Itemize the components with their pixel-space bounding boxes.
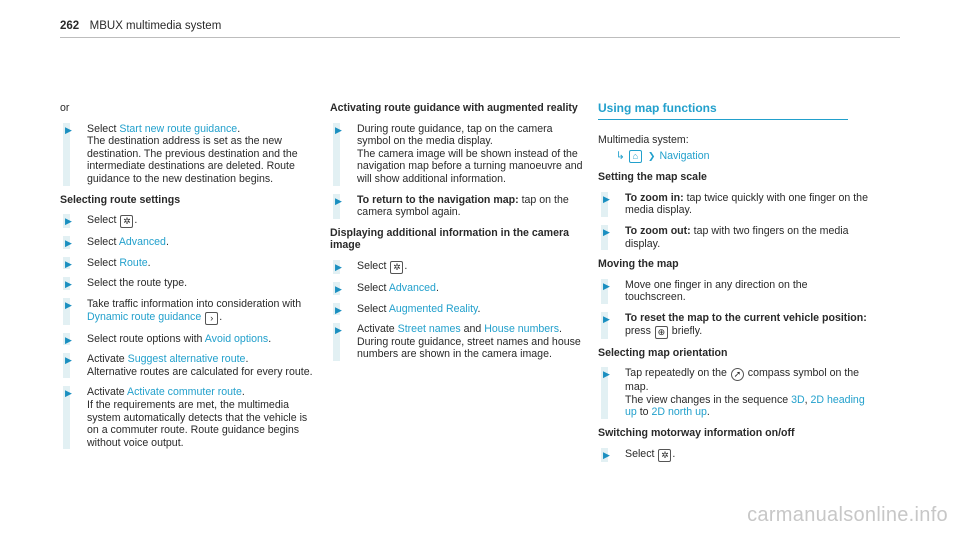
column-2 — [330, 102, 585, 369]
compass-icon: ➚ — [731, 368, 744, 381]
link-dynamic-route-guidance[interactable]: Dynamic route guidance — [87, 310, 202, 323]
step-arrow-icon: ▶ — [65, 238, 72, 249]
link-navigation[interactable]: Navigation — [659, 150, 710, 163]
step-select-route: ▶ Select Route. — [65, 256, 151, 269]
settings-gear-icon: ✲ — [120, 215, 133, 228]
heading-route-settings: Selecting route settings — [60, 193, 181, 206]
step-arrow-icon: ▶ — [65, 334, 72, 345]
watermark: carmanualsonline.info — [747, 504, 948, 526]
step-move-map: ▶ Move one finger in any direction on the touchscreen. — [603, 278, 808, 304]
step-arrow-icon: ▶ — [335, 195, 342, 206]
position-target-icon: ⊕ — [655, 326, 668, 339]
heading-motorway-info: Switching motorway information on/off — [598, 426, 795, 439]
chevron-right-icon: › — [205, 312, 218, 325]
link-advanced[interactable]: Advanced — [388, 281, 436, 294]
link-avoid-options[interactable]: Avoid options — [204, 332, 269, 345]
step-street-house-names: ▶ Activate Street names and House numbers. During route guidance, street names and house numbers are shown in the camera image. — [335, 323, 581, 361]
step-arrow-icon: ▶ — [65, 355, 72, 366]
link-augmented-reality[interactable]: Augmented Reality — [388, 302, 478, 315]
step-return-to-map: ▶ To return to the navigation map: tap on the camera symbol again. — [335, 193, 569, 219]
step-arrow-icon: ▶ — [335, 283, 342, 294]
link-route[interactable]: Route — [119, 256, 148, 269]
page-title: MBUX multimedia system — [89, 20, 222, 32]
link-start-new-route-guidance[interactable]: Start new route guidance — [119, 122, 238, 135]
step-camera-symbol: ▶ During route guidance, tap on the camera symbol on the media display. The camera image will be shown instead of the navigation map before a turning manoeuvre and will show additional information. — [335, 122, 583, 185]
step-route-type: ▶ Select the route type. — [65, 277, 188, 290]
page-header — [60, 16, 900, 32]
heading-additional-info: Displaying additional information in the camera image — [330, 226, 569, 252]
heading-map-scale: Setting the map scale — [598, 171, 707, 184]
link-advanced[interactable]: Advanced — [118, 236, 166, 249]
step-traffic-info: ▶ Take traffic information into consideration with Dynamic route guidance › . — [65, 297, 302, 323]
step-arrow-icon: ▶ — [335, 124, 342, 135]
chevron-icon: ❯ — [647, 151, 656, 162]
section-title: Using map functions — [598, 102, 848, 120]
heading-map-orientation: Selecting map orientation — [598, 346, 728, 359]
step-arrow-icon: ▶ — [335, 325, 342, 336]
link-street-names[interactable]: Street names — [397, 323, 461, 336]
step-arrow-icon: ▶ — [65, 258, 72, 269]
step-select-augmented-reality: ▶ Select Augmented Reality. — [335, 302, 481, 315]
link-suggest-alternative-route[interactable]: Suggest alternative route — [127, 353, 246, 366]
step-commuter-route: ▶ Activate Activate commuter route. If the requirements are met, the multimedia system automatically detects that the vehicle is on a commuter route. Route guidance begins without voice output. — [65, 386, 308, 449]
navigation-path — [616, 150, 868, 163]
step-select-settings: ▶ Select ✲ . — [65, 214, 138, 227]
step-arrow-icon: ▶ — [335, 304, 342, 315]
settings-gear-icon: ✲ — [658, 449, 671, 462]
step-arrow-icon: ▶ — [603, 313, 610, 324]
step-arrow-icon: ▶ — [603, 280, 610, 291]
link-house-numbers[interactable]: House numbers — [484, 323, 560, 336]
step-avoid-options: ▶ Select route options with Avoid options. — [65, 332, 272, 345]
link-2d-heading-up[interactable]: 2D heading up — [625, 393, 865, 419]
step-arrow-icon: ▶ — [65, 279, 72, 290]
heading-moving-map: Moving the map — [598, 258, 679, 271]
step-start-new-route: ▶ Select Start new route guidance. The destination address is set as the new destination. The previous destination and the intermediate destinations are deleted. Route guidance to the new destination begins. — [65, 122, 298, 185]
link-2d-north-up[interactable]: 2D north up — [651, 406, 707, 419]
column-3 — [598, 102, 868, 470]
step-select-advanced: ▶ Select Advanced. — [335, 281, 439, 294]
or-text: or — [60, 102, 70, 114]
step-select-advanced: ▶ Select Advanced. — [65, 236, 169, 249]
settings-gear-icon: ✲ — [390, 261, 403, 274]
step-zoom-out: ▶ To zoom out: tap with two fingers on the media display. — [603, 224, 849, 250]
page-number: 262 — [60, 20, 80, 32]
step-compass: ▶ Tap repeatedly on the ➚ compass symbol on the map. The view changes in the sequence 3D, 2D heading up to 2D north up. — [603, 367, 865, 419]
heading-augmented-reality: Activating route guidance with augmented reality — [330, 102, 578, 114]
step-arrow-icon: ▶ — [603, 449, 610, 460]
step-zoom-in: ▶ To zoom in: tap twice quickly with one finger on the media display. — [603, 191, 868, 217]
step-arrow-icon: ▶ — [65, 388, 72, 399]
step-arrow-icon: ▶ — [335, 261, 342, 272]
step-arrow-icon: ▶ — [603, 226, 610, 237]
system-label: Multimedia system: — [598, 133, 689, 146]
step-arrow-icon: ▶ — [65, 299, 72, 310]
link-3d[interactable]: 3D — [791, 393, 805, 406]
step-arrow-icon: ▶ — [603, 369, 610, 380]
step-arrow-icon: ▶ — [65, 216, 72, 227]
step-select-settings: ▶ Select ✲ . — [603, 447, 676, 460]
step-arrow-icon: ▶ — [603, 193, 610, 204]
home-icon[interactable]: ⌂ — [629, 150, 642, 163]
step-select-settings: ▶ Select ✲ . — [335, 259, 408, 272]
path-arrow-icon: ↳ — [616, 150, 625, 163]
step-arrow-icon: ▶ — [65, 124, 72, 135]
header-rule — [60, 37, 900, 38]
step-suggest-alternative: ▶ Activate Suggest alternative route. Alternative routes are calculated for every route. — [65, 353, 313, 378]
link-activate-commuter-route[interactable]: Activate commuter route — [127, 386, 242, 399]
column-1 — [60, 102, 315, 457]
step-reset-map: ▶ To reset the map to the current vehicle position: press ⊕ briefly. — [603, 311, 867, 337]
